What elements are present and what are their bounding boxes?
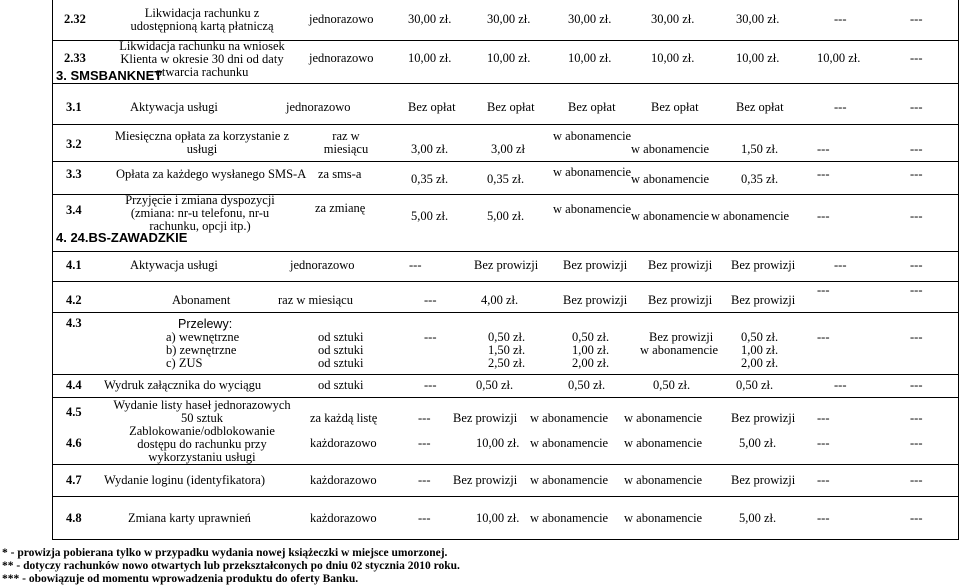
value-col-4: w abonamencie xyxy=(624,511,703,525)
row-description: Wydanie listy haseł jednorazowych 50 sztuk xyxy=(113,398,291,425)
value-col-4: 30,00 zł. xyxy=(651,12,695,26)
row-description: Przyjęcie i zmiana dyspozycji (zmiana: nr-u telefonu, nr-u rachunku, opcji itp.) xyxy=(125,193,275,233)
row-description: Zmiana karty uprawnień xyxy=(128,511,251,525)
value-col-6: --- xyxy=(817,209,830,223)
row-frequency: jednorazowo xyxy=(309,12,374,26)
value-col-3-a: 0,50 zł. xyxy=(572,330,610,344)
value-col-6: --- xyxy=(834,100,847,114)
value-col-5: Bez prowizji xyxy=(731,473,796,487)
value-col-1: --- xyxy=(418,436,431,450)
value-col-1: --- xyxy=(418,511,431,525)
row-number: 4.3 xyxy=(66,316,82,330)
value-col-6: --- xyxy=(834,12,847,26)
value-col-7: --- xyxy=(910,511,923,525)
row-number: 3.2 xyxy=(66,137,82,151)
value-col-1: 0,35 zł. xyxy=(411,172,449,186)
value-col-7: --- xyxy=(910,330,923,344)
value-col-7: --- xyxy=(910,12,923,26)
row-description: Abonament xyxy=(172,293,231,307)
value-col-4: Bez prowizji xyxy=(648,258,713,272)
table-row-4-5 xyxy=(0,397,960,424)
value-col-7: --- xyxy=(910,51,923,65)
value-col-7: --- xyxy=(910,473,923,487)
value-col-1: 3,00 zł. xyxy=(411,142,449,156)
value-col-1: 5,00 zł. xyxy=(411,209,449,223)
value-col-2: 30,00 zł. xyxy=(487,12,531,26)
row-number: 4.6 xyxy=(66,436,82,450)
value-col-7: --- xyxy=(910,100,923,114)
row-number: 4.7 xyxy=(66,473,82,487)
value-col-3: w abonamencie xyxy=(553,165,632,179)
value-col-1: --- xyxy=(418,411,431,425)
value-col-3: Bez prowizji xyxy=(563,293,628,307)
value-col-5: Bez prowizji xyxy=(731,293,796,307)
value-col-6: --- xyxy=(834,378,847,392)
row-number: 4.8 xyxy=(66,511,82,525)
row-frequency: za sms-a xyxy=(318,167,362,181)
row-description: Wydruk załącznika do wyciągu xyxy=(104,378,262,392)
value-col-7: --- xyxy=(910,283,923,297)
row-frequency-b: od sztuki xyxy=(318,343,364,357)
section-heading-smsbanknet: 3. SMSBANKNET xyxy=(56,68,163,83)
value-col-4: 10,00 zł. xyxy=(651,51,695,65)
value-col-3: w abonamencie xyxy=(530,436,609,450)
row-number: 2.32 xyxy=(64,12,86,26)
row-frequency: za każdą listę xyxy=(310,411,378,425)
table-row-2-32 xyxy=(0,0,960,40)
value-col-3: w abonamencie xyxy=(530,473,609,487)
row-number: 3.1 xyxy=(66,100,82,114)
value-col-7: --- xyxy=(910,378,923,392)
row-description: Aktywacja usługi xyxy=(130,258,218,272)
value-col-2: Bez prowizji xyxy=(453,473,518,487)
row-frequency: raz w miesiącu xyxy=(323,129,369,156)
value-col-5-a: 0,50 zł. xyxy=(741,330,779,344)
value-col-2-b: 1,50 zł. xyxy=(488,343,526,357)
row-frequency: jednorazowo xyxy=(309,51,374,65)
row-description: Zablokowanie/odblokowanie dostępu do rachunku przy wykorzystaniu usługi xyxy=(129,424,275,464)
row-frequency: raz w miesiącu xyxy=(278,293,353,307)
table-row-4-6 xyxy=(0,424,960,464)
value-col-2: 0,50 zł. xyxy=(476,378,514,392)
value-col-5: 30,00 zł. xyxy=(736,12,780,26)
transfer-type-c: c) ZUS xyxy=(166,356,203,370)
value-col-3: w abonamencie xyxy=(553,129,632,143)
value-col-1: Bez opłat xyxy=(408,100,456,114)
value-col-5-c: 2,00 zł. xyxy=(741,356,779,370)
footnote-3: *** - obowiązuje od momentu wprowadzenia produktu do oferty Banku. xyxy=(2,573,359,585)
row-number: 4.2 xyxy=(66,293,82,307)
value-col-3: w abonamencie xyxy=(553,202,632,216)
value-col-2: Bez opłat xyxy=(487,100,535,114)
value-col-5: 5,00 zł. xyxy=(739,436,777,450)
value-col-5: 5,00 zł. xyxy=(739,511,777,525)
value-col-1: --- xyxy=(424,378,437,392)
table-row-4-8 xyxy=(0,496,960,539)
value-col-6: --- xyxy=(817,330,830,344)
row-number: 3.3 xyxy=(66,167,82,181)
value-col-7: --- xyxy=(910,209,923,223)
table-row-3-3 xyxy=(0,161,960,194)
value-col-2: 10,00 zł. xyxy=(476,436,520,450)
row-number: 4.5 xyxy=(66,405,82,419)
row-frequency: jednorazowo xyxy=(290,258,355,272)
value-col-6: --- xyxy=(817,167,830,181)
value-col-5: 1,50 zł. xyxy=(741,142,779,156)
value-col-7: --- xyxy=(910,411,923,425)
section-heading-24bs-zawadzkie: 4. 24.BS-ZAWADZKIE xyxy=(56,230,188,245)
value-col-1: --- xyxy=(424,330,437,344)
transfer-type-b: b) zewnętrzne xyxy=(166,343,237,357)
row-frequency-a: od sztuki xyxy=(318,330,364,344)
value-col-5: Bez prowizji xyxy=(731,411,796,425)
value-col-7: --- xyxy=(910,258,923,272)
row-frequency: każdorazowo xyxy=(310,436,377,450)
transfer-type-a: a) wewnętrzne xyxy=(166,330,240,344)
value-col-5-b: 1,00 zł. xyxy=(741,343,779,357)
row-description: Likwidacja rachunku na wniosek Klienta w okresie 30 dni od daty otwarcia rachunku xyxy=(119,39,285,79)
value-col-2-a: 0,50 zł. xyxy=(488,330,526,344)
transfer-title: Przelewy: xyxy=(178,317,233,331)
table-row-3-2 xyxy=(0,124,960,161)
value-col-2: 0,35 zł. xyxy=(487,172,525,186)
value-col-5: w abonamencie xyxy=(711,209,790,223)
value-col-3: Bez prowizji xyxy=(563,258,628,272)
value-col-4-b: w abonamencie xyxy=(640,343,719,357)
row-number: 3.4 xyxy=(66,203,82,217)
value-col-7: --- xyxy=(910,436,923,450)
footnote-1: * - prowizja pobierana tylko w przypadku wydania nowej książeczki w miejsce umorzonej. xyxy=(2,547,448,559)
value-col-4: w abonamencie xyxy=(631,209,710,223)
value-col-3: 0,50 zł. xyxy=(568,378,606,392)
value-col-1: 10,00 zł. xyxy=(408,51,452,65)
row-frequency-c: od sztuki xyxy=(318,356,364,370)
table-row-4-2 xyxy=(0,281,960,312)
value-col-4: Bez opłat xyxy=(651,100,699,114)
value-col-4: w abonamencie xyxy=(631,172,710,186)
footnote-2: ** - dotyczy rachunków nowo otwartych lub przekształconych po dniu 02 stycznia 2010 roku. xyxy=(2,560,460,572)
value-col-1: --- xyxy=(418,473,431,487)
value-col-6: 10,00 zł. xyxy=(817,51,861,65)
value-col-3: 10,00 zł. xyxy=(568,51,612,65)
value-col-6: --- xyxy=(817,511,830,525)
value-col-5: 10,00 zł. xyxy=(736,51,780,65)
value-col-3: w abonamencie xyxy=(530,411,609,425)
row-number: 4.1 xyxy=(66,258,82,272)
value-col-2: 4,00 zł. xyxy=(481,293,519,307)
value-col-4: w abonamencie xyxy=(624,473,703,487)
row-description: Opłata za każdego wysłanego SMS-A xyxy=(116,167,307,181)
row-number: 2.33 xyxy=(64,51,86,65)
value-col-2: 3,00 zł xyxy=(491,142,526,156)
value-col-6: --- xyxy=(834,258,847,272)
row-frequency: za zmianę xyxy=(315,201,366,215)
value-col-2-c: 2,50 zł. xyxy=(488,356,526,370)
value-col-1: 30,00 zł. xyxy=(408,12,452,26)
value-col-2: Bez prowizji xyxy=(453,411,518,425)
table-row-4-7 xyxy=(0,464,960,496)
value-col-4: 0,50 zł. xyxy=(653,378,691,392)
row-description: Aktywacja usługi xyxy=(130,100,218,114)
value-col-4: w abonamencie xyxy=(624,436,703,450)
value-col-5: 0,35 zł. xyxy=(741,172,779,186)
value-col-4: w abonamencie xyxy=(624,411,703,425)
value-col-4: Bez prowizji xyxy=(648,293,713,307)
table-row-3-1 xyxy=(0,83,960,124)
table-row-4-3 xyxy=(0,312,960,374)
row-description: Wydanie loginu (identyfikatora) xyxy=(104,473,265,487)
value-col-3-c: 2,00 zł. xyxy=(572,356,610,370)
value-col-7: --- xyxy=(910,142,923,156)
value-col-1: --- xyxy=(424,293,437,307)
value-col-1: --- xyxy=(409,258,422,272)
row-frequency: każdorazowo xyxy=(310,473,377,487)
value-col-5: Bez opłat xyxy=(736,100,784,114)
value-col-6: --- xyxy=(817,411,830,425)
row-frequency: jednorazowo xyxy=(286,100,351,114)
value-col-5: 0,50 zł. xyxy=(736,378,774,392)
value-col-2: 10,00 zł. xyxy=(487,51,531,65)
value-col-6: --- xyxy=(817,436,830,450)
value-col-4-a: Bez prowizji xyxy=(649,330,714,344)
value-col-6: --- xyxy=(817,473,830,487)
value-col-3: w abonamencie xyxy=(530,511,609,525)
value-col-3-b: 1,00 zł. xyxy=(572,343,610,357)
row-number: 4.4 xyxy=(66,378,82,392)
value-col-7: --- xyxy=(910,167,923,181)
value-col-3: 30,00 zł. xyxy=(568,12,612,26)
value-col-3: Bez opłat xyxy=(568,100,616,114)
row-frequency: od sztuki xyxy=(318,378,364,392)
value-col-2: Bez prowizji xyxy=(474,258,539,272)
value-col-5: Bez prowizji xyxy=(731,258,796,272)
value-col-2: 5,00 zł. xyxy=(487,209,525,223)
value-col-6: --- xyxy=(817,283,830,297)
value-col-6: --- xyxy=(817,142,830,156)
value-col-4: w abonamencie xyxy=(631,142,710,156)
table-row-4-4 xyxy=(0,374,960,397)
table-row-4-1 xyxy=(0,251,960,281)
value-col-2: 10,00 zł. xyxy=(476,511,520,525)
row-description: Miesięczna opłata za korzystanie z usługi xyxy=(114,129,290,156)
row-frequency: każdorazowo xyxy=(310,511,377,525)
row-description: Likwidacja rachunku z udostępnioną kartą płatniczą xyxy=(130,6,274,33)
